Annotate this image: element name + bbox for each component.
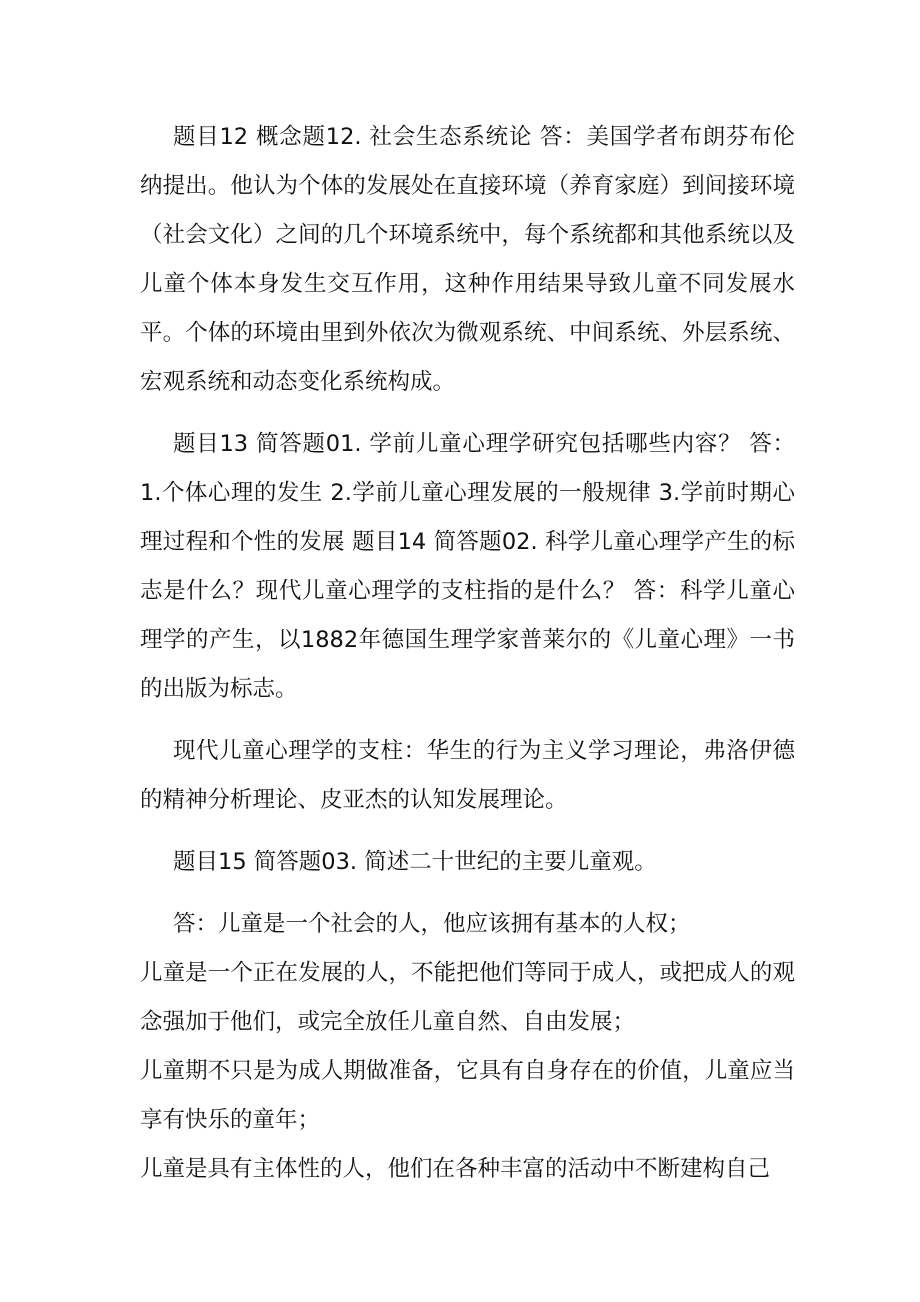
- paragraph-q13-q14: 题目13 简答题01. 学前儿童心理学研究包括哪些内容？ 答：1.个体心理的发生 2.学前儿童心理发展的一般规律 3.学前时期心理过程和个性的发展 题目14 简答题02. 科学儿童心理学产生的标志是什么？现代儿童心理学的支柱指的是什么？ 答：科学儿童心理学的产生，以1882年德国生理学家普莱尔的《儿童心理》一书的出版为标志。: [140, 431, 795, 702]
- paragraph-answer-3: 儿童期不只是为成人期做准备，它具有自身存在的价值，儿童应当享有快乐的童年；: [140, 1058, 795, 1133]
- paragraph-q15: 题目15 简答题03. 简述二十世纪的主要儿童观。: [173, 849, 657, 875]
- paragraph-pillars: 现代儿童心理学的支柱：华生的行为主义学习理论，弗洛伊德的精神分析理论、皮亚杰的认知发展理论。: [140, 738, 795, 813]
- paragraph-answer-4: 儿童是具有主体性的人，他们在各种丰富的活动中不断建构自己: [140, 1156, 771, 1182]
- paragraph-answer-2: 儿童是一个正在发展的人，不能把他们等同于成人，或把成人的观念强加于他们，或完全放任儿童自然、自由发展；: [140, 960, 795, 1035]
- paragraph-q12: 题目12 概念题12. 社会生态系统论 答：美国学者布朗芬布伦纳提出。他认为个体的发展处在直接环境（养育家庭）到间接环境（社会文化）之间的几个环境系统中，每个系统都和其他系统以及儿童个体本身发生交互作用，这种作用结果导致儿童不同发展水平。个体的环境由里到外依次为微观系统、中间系统、外层系统、宏观系统和动态变化系统构成。: [140, 124, 795, 395]
- document-body: [140, 113, 795, 1194]
- paragraph-answer-1: 答：儿童是一个社会的人，他应该拥有基本的人权；: [173, 911, 691, 937]
